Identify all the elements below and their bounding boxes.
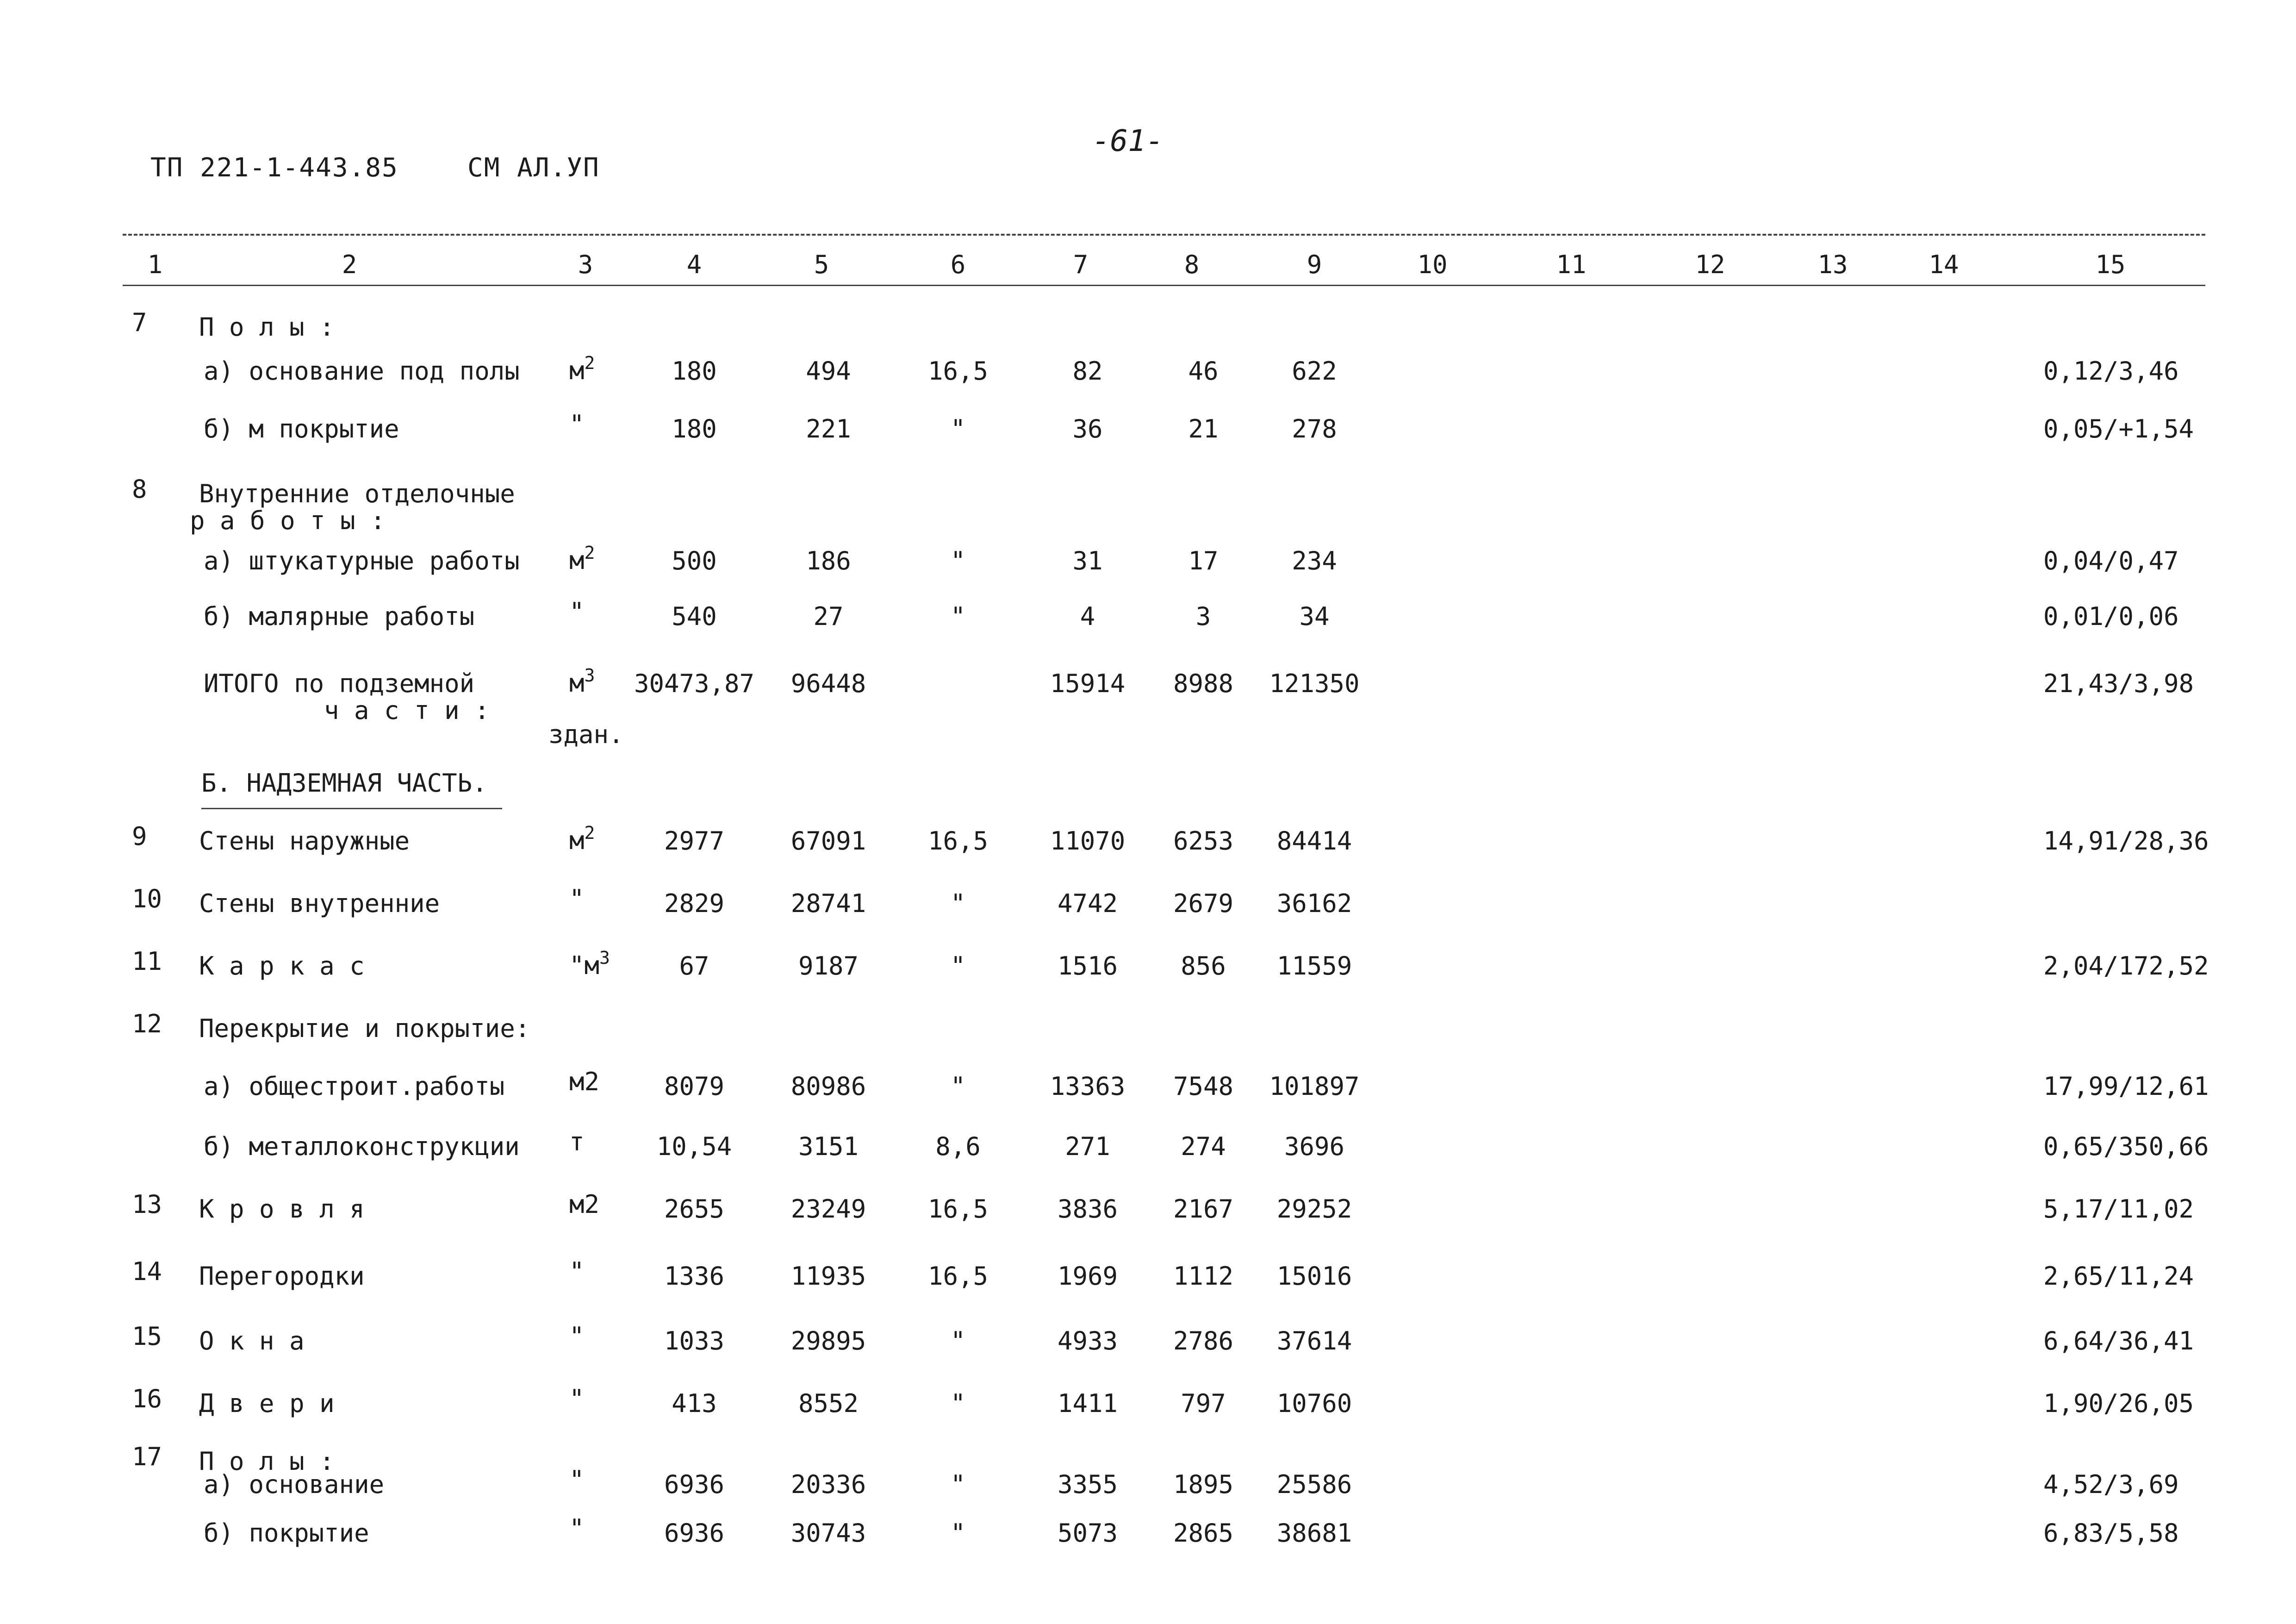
column-number-3: 3 (578, 250, 593, 279)
cell-col9: 101897 (1269, 1072, 1360, 1101)
cell-col9: 36162 (1276, 889, 1352, 918)
cell-col7: 13363 (1050, 1072, 1126, 1101)
row-number: 16 (132, 1384, 162, 1413)
row-name: а) общестроит.работы (204, 1072, 505, 1101)
unit-exponent: 2 (584, 353, 595, 373)
cell-col6: " (950, 546, 966, 575)
cell-col9: 25586 (1276, 1470, 1352, 1499)
unit-cell (569, 884, 585, 913)
cell-col5: 3151 (798, 1132, 859, 1161)
cell-col8: 2865 (1173, 1518, 1234, 1548)
cell-col9: 622 (1292, 356, 1337, 386)
row-name: К р о в л я (199, 1194, 365, 1224)
cell-col8: 3 (1195, 602, 1211, 631)
row-number: 14 (132, 1257, 162, 1286)
unit-value: " (569, 1384, 585, 1413)
column-number-10: 10 (1417, 250, 1448, 279)
unit-cell (569, 1324, 585, 1349)
row-name-continuation: ч а с т и : (324, 696, 490, 725)
column-number-2: 2 (342, 250, 357, 279)
cell-col6: " (950, 951, 966, 981)
cell-col6: " (950, 889, 966, 918)
unit-cell (569, 412, 585, 437)
column-number-13: 13 (1817, 250, 1848, 279)
cell-col8: 6253 (1173, 826, 1234, 856)
cell-col4: 180 (672, 414, 717, 443)
cell-col5: 186 (806, 546, 851, 575)
row-number: 15 (132, 1322, 162, 1351)
unit-value: " (569, 884, 585, 913)
unit-value: м (569, 668, 585, 698)
cell-col8: 1895 (1173, 1470, 1234, 1499)
cell-col8: 7548 (1173, 1072, 1234, 1101)
unit-value: " (569, 1465, 585, 1494)
unit-exponent: 2 (584, 823, 595, 843)
cell-col5: 9187 (798, 951, 859, 981)
cell-col9: 37614 (1276, 1326, 1352, 1355)
cell-col5: 67091 (790, 826, 866, 856)
cell-col7: 271 (1065, 1132, 1110, 1161)
cell-col9: 11559 (1276, 951, 1352, 981)
column-number-4: 4 (686, 250, 702, 279)
cell-col15: 0,04/0,47 (2043, 546, 2179, 575)
unit-exponent: 3 (584, 665, 595, 686)
unit-cell (569, 824, 595, 853)
cell-col15: 2,65/11,24 (2043, 1262, 2194, 1291)
cell-col15: 14,91/28,36 (2043, 826, 2209, 856)
unit-value: м2 (569, 1190, 600, 1219)
unit-cell (569, 949, 610, 978)
cell-col6: 8,6 (935, 1132, 981, 1161)
row-name: ИТОГО по подземной (204, 669, 475, 698)
cell-col4: 2829 (664, 889, 725, 918)
row-name: а) основание (204, 1470, 385, 1499)
cell-col8: 8988 (1173, 669, 1234, 698)
cell-col4: 540 (672, 602, 717, 631)
row-name: Перекрытие и покрытие: (199, 1014, 530, 1043)
cell-col7: 3355 (1057, 1470, 1118, 1499)
cell-col4: 180 (672, 356, 717, 386)
row-name: К а р к а с (199, 951, 365, 981)
unit-cell (569, 1069, 599, 1094)
row-name: П о л ы : (199, 312, 335, 342)
cell-col4: 8079 (664, 1072, 725, 1101)
cell-col7: 36 (1072, 414, 1103, 443)
unit-cell (569, 1192, 599, 1217)
cell-col9: 84414 (1276, 826, 1352, 856)
cell-col5: 494 (806, 356, 851, 386)
cell-col6: " (950, 1389, 966, 1418)
page-number: -61- (1092, 124, 1164, 158)
cell-col15: 0,65/350,66 (2043, 1132, 2209, 1161)
row-name: О к н а (199, 1326, 305, 1355)
cell-col15: 5,17/11,02 (2043, 1194, 2194, 1224)
cell-col7: 4 (1080, 602, 1095, 631)
column-number-9: 9 (1307, 250, 1322, 279)
cell-col5: 8552 (798, 1389, 859, 1418)
unit-value: " (569, 1257, 585, 1286)
row-number: 10 (132, 884, 162, 913)
unit-cell (569, 597, 585, 626)
row-name-continuation: р а б о т ы : (190, 506, 386, 535)
row-name: б) металлоконструкции (204, 1132, 520, 1161)
row-number: 12 (132, 1009, 162, 1038)
row-name: б) малярные работы (204, 602, 475, 631)
unit-exponent: 3 (599, 948, 610, 968)
row-name: Перегородки (199, 1262, 365, 1291)
cell-col5: 96448 (790, 669, 866, 698)
cell-col8: 274 (1181, 1132, 1226, 1161)
unit-value: м (569, 826, 585, 855)
column-number-11: 11 (1556, 250, 1587, 279)
cell-col8: 2167 (1173, 1194, 1234, 1224)
cell-col4: 6936 (664, 1518, 725, 1548)
cell-col9: 3696 (1284, 1132, 1345, 1161)
cell-col4: 6936 (664, 1470, 725, 1499)
row-number: 8 (132, 475, 147, 504)
cell-col15: 0,05/+1,54 (2043, 414, 2194, 443)
cell-col5: 80986 (790, 1072, 866, 1101)
cell-col7: 4742 (1057, 889, 1118, 918)
cell-col6: " (950, 1072, 966, 1101)
cell-col8: 797 (1181, 1389, 1226, 1418)
row-name: а) штукатурные работы (204, 546, 520, 575)
cell-col8: 856 (1181, 951, 1226, 981)
row-number: 7 (132, 308, 147, 337)
cell-col9: 121350 (1269, 669, 1360, 698)
cell-col15: 2,04/172,52 (2043, 951, 2209, 981)
cell-col7: 5073 (1057, 1518, 1118, 1548)
cell-col15: 4,52/3,69 (2043, 1470, 2179, 1499)
cell-col6: " (950, 1326, 966, 1355)
cell-col7: 1969 (1057, 1262, 1118, 1291)
cell-col9: 278 (1292, 414, 1337, 443)
cell-col4: 413 (672, 1389, 717, 1418)
cell-col15: 1,90/26,05 (2043, 1389, 2194, 1418)
unit-cell (569, 1127, 585, 1156)
cell-col15: 6,83/5,58 (2043, 1518, 2179, 1548)
unit-cell (569, 1384, 585, 1413)
cell-col5: 23249 (790, 1194, 866, 1224)
column-number-1: 1 (147, 250, 163, 279)
cell-col4: 2977 (664, 826, 725, 856)
table-top-rule (123, 234, 2205, 236)
unit-value: м (569, 546, 585, 575)
cell-col8: 1112 (1173, 1262, 1234, 1291)
cell-col6: " (950, 414, 966, 443)
column-number-7: 7 (1073, 250, 1089, 279)
cell-col5: 27 (813, 602, 844, 631)
column-number-8: 8 (1184, 250, 1200, 279)
column-number-5: 5 (814, 250, 829, 279)
cell-col6: 16,5 (927, 356, 989, 386)
row-number: 17 (132, 1442, 162, 1471)
unit-value: м (569, 356, 585, 385)
column-number-12: 12 (1695, 250, 1725, 279)
unit-cell (569, 354, 595, 383)
row-name: б) м покрытие (204, 414, 399, 443)
unit-value: " (569, 1514, 585, 1543)
cell-col5: 30743 (790, 1518, 866, 1548)
row-number: 13 (132, 1190, 162, 1219)
cell-col4: 1336 (664, 1262, 725, 1291)
unit-cell (569, 1516, 585, 1541)
cell-col7: 3836 (1057, 1194, 1118, 1224)
row-name: Стены внутренние (199, 889, 440, 918)
cell-col15: 21,43/3,98 (2043, 669, 2194, 698)
cell-col4: 500 (672, 546, 717, 575)
cell-col6: 16,5 (927, 826, 989, 856)
cell-col8: 2679 (1173, 889, 1234, 918)
cell-col9: 29252 (1276, 1194, 1352, 1224)
row-name: а) основание под полы (204, 356, 520, 386)
cell-col8: 46 (1188, 356, 1219, 386)
header-bottom-rule (123, 285, 2205, 286)
cell-col15: 6,64/36,41 (2043, 1326, 2194, 1355)
document-section-code: СМ АЛ.УП (467, 153, 600, 183)
cell-col4: 67 (679, 951, 709, 981)
cell-col4: 2655 (664, 1194, 725, 1224)
cell-col9: 15016 (1276, 1262, 1352, 1291)
cell-col8: 21 (1188, 414, 1219, 443)
cell-col9: 234 (1292, 546, 1337, 575)
cell-col7: 15914 (1050, 669, 1126, 698)
cell-col6: 16,5 (927, 1194, 989, 1224)
cell-col5: 20336 (790, 1470, 866, 1499)
cell-col4: 30473,87 (634, 669, 755, 698)
row-name: б) покрытие (204, 1518, 369, 1548)
row-name: Внутренние отделочные (199, 479, 515, 508)
row-number: 11 (132, 947, 162, 976)
cell-col6: " (950, 1470, 966, 1499)
cell-col6: " (950, 602, 966, 631)
cell-col5: 11935 (790, 1262, 866, 1291)
cell-col8: 2786 (1173, 1326, 1234, 1355)
row-number: 9 (132, 822, 147, 851)
cell-col7: 31 (1072, 546, 1103, 575)
cell-col8: 17 (1188, 546, 1219, 575)
unit-exponent: 2 (584, 543, 595, 563)
cell-col7: 11070 (1050, 826, 1126, 856)
column-number-14: 14 (1929, 250, 1959, 279)
unit-value: "м (569, 951, 600, 980)
unit-cell (569, 544, 595, 573)
unit-continuation: здан. (548, 720, 624, 749)
unit-cell (569, 667, 595, 696)
cell-col15: 0,01/0,06 (2043, 602, 2179, 631)
cell-col15: 17,99/12,61 (2043, 1072, 2209, 1101)
unit-cell (569, 1465, 585, 1494)
unit-value: " (569, 410, 585, 439)
row-name: Стены наружные (199, 826, 410, 856)
cell-col7: 1411 (1057, 1389, 1118, 1418)
column-number-15: 15 (2095, 250, 2126, 279)
cell-col4: 10,54 (656, 1132, 732, 1161)
row-name: Д в е р и (199, 1389, 335, 1418)
cell-col15: 0,12/3,46 (2043, 356, 2179, 386)
cell-col6: 16,5 (927, 1262, 989, 1291)
section-underline (201, 808, 502, 809)
cell-col7: 1516 (1057, 951, 1118, 981)
cell-col9: 38681 (1276, 1518, 1352, 1548)
unit-value: " (569, 597, 585, 626)
unit-value: т (569, 1127, 585, 1156)
cell-col6: " (950, 1518, 966, 1548)
cell-col5: 221 (806, 414, 851, 443)
cell-col9: 34 (1299, 602, 1330, 631)
cell-col7: 4933 (1057, 1326, 1118, 1355)
cell-col5: 29895 (790, 1326, 866, 1355)
unit-value: м2 (569, 1067, 600, 1096)
cell-col5: 28741 (790, 889, 866, 918)
row-name: П о л ы : (199, 1447, 335, 1476)
cell-col4: 1033 (664, 1326, 725, 1355)
column-number-6: 6 (950, 250, 966, 279)
unit-value: " (569, 1322, 585, 1351)
cell-col7: 82 (1072, 356, 1103, 386)
cell-col9: 10760 (1276, 1389, 1352, 1418)
section-heading: Б. НАДЗЕМНАЯ ЧАСТЬ. (201, 768, 487, 798)
unit-cell (569, 1259, 585, 1284)
document-code: ТП 221-1-443.85 (150, 153, 398, 183)
